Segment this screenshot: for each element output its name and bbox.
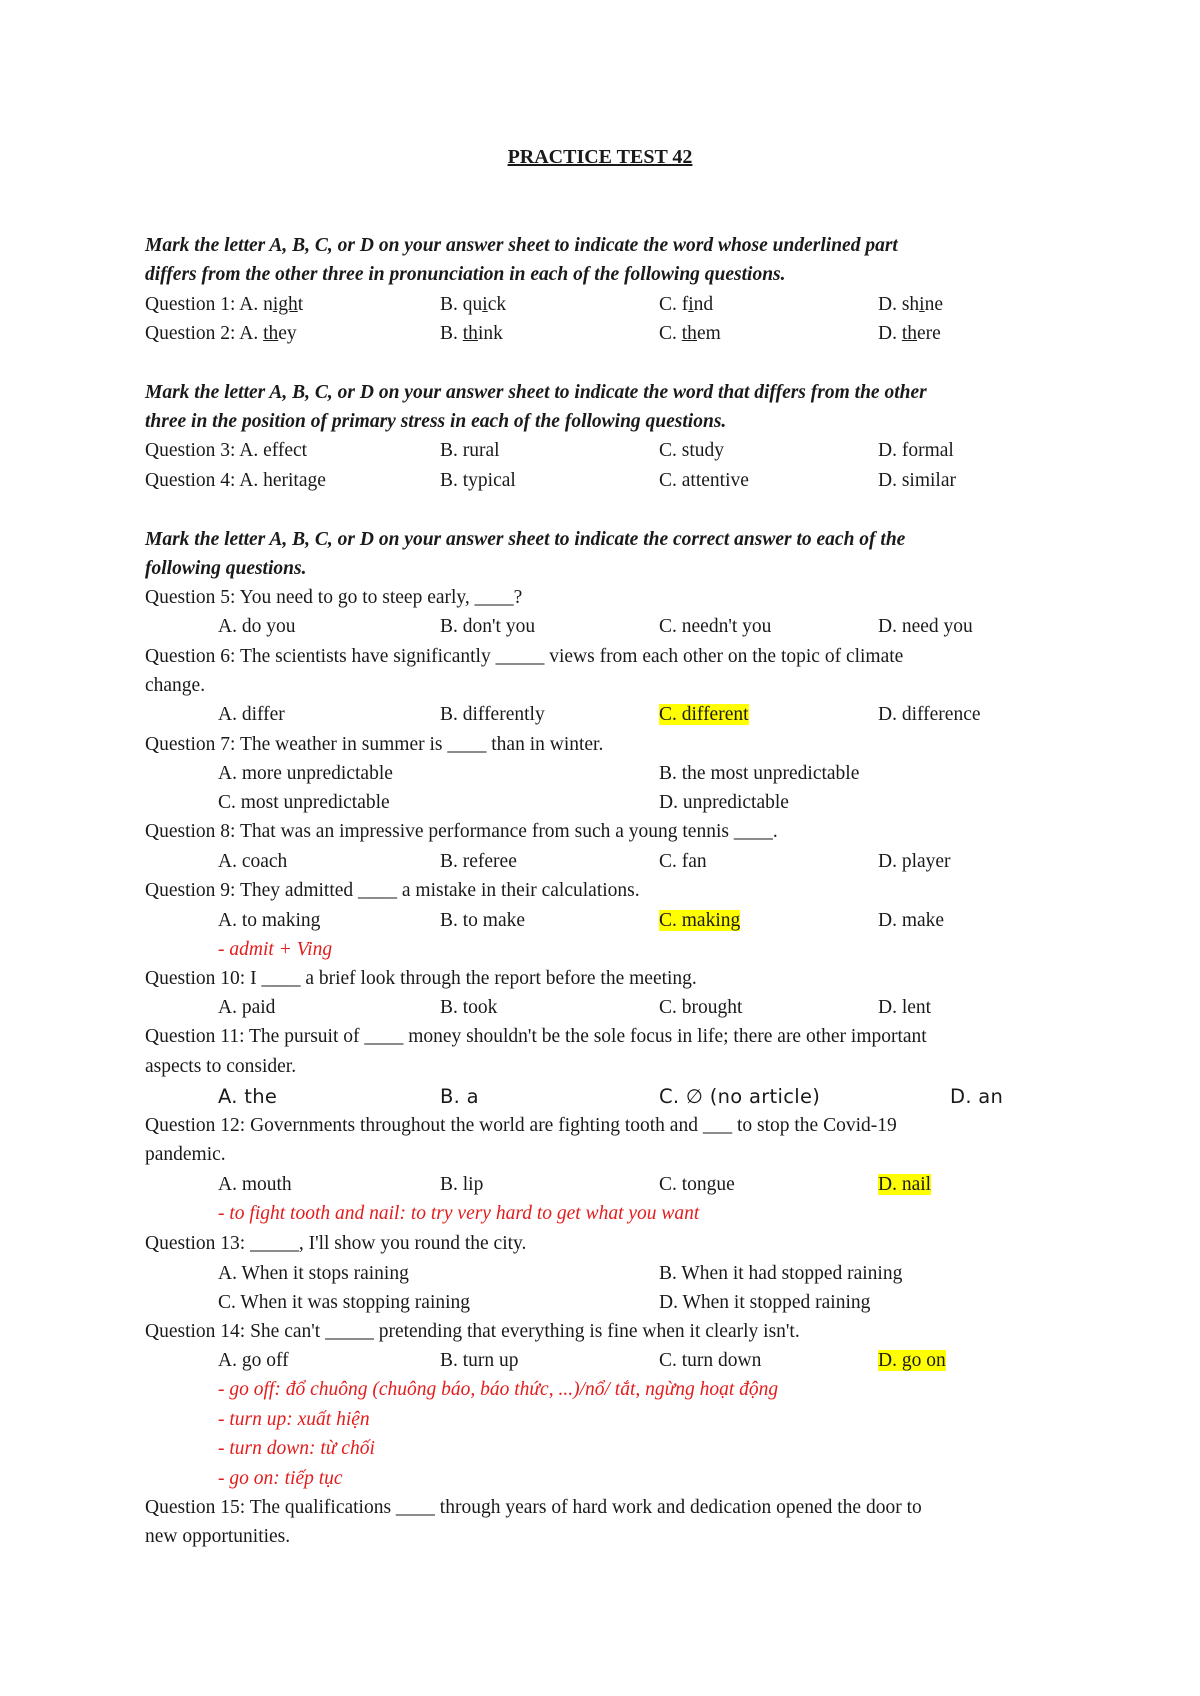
question-1-option-c: C. find [659, 294, 714, 315]
page-title: PRACTICE TEST 42 [507, 146, 693, 168]
question-8-stem: Question 8: That was an impressive performance from such a young tennis ____. [145, 821, 778, 842]
question-3-option-b: B. rural [440, 440, 500, 461]
question-12-option-b: B. lip [440, 1174, 484, 1195]
question-12-option-d-highlighted [878, 1173, 931, 1197]
section-3-instruction-line-2: following questions. [145, 558, 307, 579]
question-14-stem: Question 14: She can't _____ pretending that everything is fine when it clearly isn't. [145, 1321, 800, 1342]
question-14-note-4: - go on: tiếp tục [218, 1468, 343, 1489]
question-14-option-c: C. turn down [659, 1350, 762, 1371]
question-1-a-pre: n [263, 294, 273, 315]
question-4-option-d: D. similar [878, 470, 956, 491]
question-11-option-d: D. an [950, 1085, 1004, 1108]
question-2-prefix: Question 2: A. [145, 323, 264, 344]
question-8-option-b: B. referee [440, 851, 517, 872]
question-3-option-d: D. formal [878, 440, 954, 461]
question-5-option-d: D. need you [878, 616, 973, 637]
question-10-option-d: D. lent [878, 997, 932, 1018]
section-3-instruction-line-1: Mark the letter A, B, C, or D on your answer sheet to indicate the correct answer to each of the [145, 529, 906, 550]
section-2-instruction-line-2: three in the position of primary stress in each of the following questions. [145, 411, 727, 432]
question-10-option-b: B. took [440, 997, 498, 1018]
question-7-stem: Question 7: The weather in summer is ____ than in winter. [145, 734, 604, 755]
question-1-a-post: t [297, 294, 304, 315]
question-12-stem-line-2: pandemic. [145, 1144, 226, 1165]
question-5-option-c: C. needn't you [659, 616, 772, 637]
section-2-instruction-line-1: Mark the letter A, B, C, or D on your answer sheet to indicate the word that differs from the other [145, 382, 927, 403]
question-3-option-c: C. study [659, 440, 725, 461]
question-12-option-a: A. mouth [218, 1174, 292, 1195]
question-13-option-d: D. When it stopped raining [659, 1292, 871, 1313]
question-13-option-a: A. When it stops raining [218, 1263, 409, 1284]
question-7-option-c: C. most unpredictable [218, 792, 390, 813]
question-9-option-d: D. make [878, 910, 945, 931]
question-5-stem: Question 5: You need to go to steep early, ____? [145, 587, 523, 608]
question-11-stem-line-1: Question 11: The pursuit of ____ money shouldn't be the sole focus in life; there are other important [145, 1026, 927, 1047]
question-9-stem: Question 9: They admitted ____ a mistake in their calculations. [145, 880, 640, 901]
question-4-stem: Question 4: A. heritage [145, 470, 326, 491]
answer-highlight: C. making [659, 910, 741, 931]
question-14-option-d-highlighted [878, 1349, 946, 1373]
question-2-option-b: B. think [440, 323, 503, 344]
answer-highlight: D. go on [878, 1350, 946, 1371]
question-11-stem-line-2: aspects to consider. [145, 1056, 297, 1077]
question-11-option-a: A. the [218, 1085, 278, 1108]
question-8-option-d: D. player [878, 851, 951, 872]
question-6-option-c-highlighted [659, 703, 749, 727]
question-12-note: - to fight tooth and nail: to try very hard to get what you want [218, 1203, 700, 1224]
question-4-option-c: C. attentive [659, 470, 749, 491]
question-7-option-d: D. unpredictable [659, 792, 789, 813]
section-1-instruction-line-1: Mark the letter A, B, C, or D on your answer sheet to indicate the word whose underlined part [145, 235, 898, 256]
question-1-a-underlined: igh [272, 294, 298, 315]
question-1-option-d: D. shine [878, 294, 943, 315]
question-14-note-1: - go off: đổ chuông (chuông báo, báo thức, ...)/nổ/ tắt, ngừng hoạt động [218, 1379, 779, 1400]
question-9-option-a: A. to making [218, 910, 321, 931]
question-2-option-d: D. there [878, 323, 941, 344]
question-14-note-3: - turn down: từ chối [218, 1438, 375, 1459]
section-1-instruction-line-2: differs from the other three in pronunciation in each of the following questions. [145, 264, 786, 285]
question-10-stem: Question 10: I ____ a brief look through the report before the meeting. [145, 968, 697, 989]
question-6-option-d: D. difference [878, 704, 981, 725]
question-6-option-b: B. differently [440, 704, 545, 725]
question-9-note: - admit + Ving [218, 939, 333, 960]
question-4-option-b: B. typical [440, 470, 516, 491]
question-13-option-b: B. When it had stopped raining [659, 1263, 903, 1284]
question-5-option-a: A. do you [218, 616, 296, 637]
question-12-option-c: C. tongue [659, 1174, 735, 1195]
answer-highlight: C. different [659, 704, 749, 725]
question-10-option-a: A. paid [218, 997, 276, 1018]
question-13-stem: Question 13: _____, I'll show you round the city. [145, 1233, 527, 1254]
question-1-prefix: Question 1: A. [145, 294, 264, 315]
question-7-option-b: B. the most unpredictable [659, 763, 860, 784]
question-14-note-2: - turn up: xuất hiện [218, 1409, 370, 1430]
question-14-option-a: A. go off [218, 1350, 289, 1371]
question-13-option-c: C. When it was stopping raining [218, 1292, 471, 1313]
question-9-option-b: B. to make [440, 910, 526, 931]
question-9-option-c-highlighted [659, 909, 740, 933]
question-2: Question 2: A. they [145, 323, 297, 344]
question-6-stem-line-2: change. [145, 675, 206, 696]
question-2-a-underlined: th [263, 323, 279, 344]
question-8-option-c: C. fan [659, 851, 707, 872]
question-11-option-c: C. ∅ (no article) [659, 1085, 821, 1108]
question-2-option-c: C. them [659, 323, 721, 344]
question-11-option-b: B. a [440, 1085, 479, 1108]
question-15-stem-line-1: Question 15: The qualifications ____ through years of hard work and dedication opened the door to [145, 1497, 922, 1518]
question-6-option-a: A. differ [218, 704, 285, 725]
question-1 [145, 293, 303, 317]
question-7-option-a: A. more unpredictable [218, 763, 393, 784]
question-8-option-a: A. coach [218, 851, 288, 872]
question-15-stem-line-2: new opportunities. [145, 1526, 291, 1547]
question-3-stem: Question 3: A. effect [145, 440, 308, 461]
question-5-option-b: B. don't you [440, 616, 536, 637]
question-6-stem-line-1: Question 6: The scientists have significantly _____ views from each other on the topic of climate [145, 646, 904, 667]
question-10-option-c: C. brought [659, 997, 743, 1018]
question-14-option-b: B. turn up [440, 1350, 519, 1371]
question-1-option-b: B. quick [440, 294, 507, 315]
answer-highlight: D. nail [878, 1174, 932, 1195]
question-12-stem-line-1: Question 12: Governments throughout the world are fighting tooth and ___ to stop the Covid-19 [145, 1115, 897, 1136]
